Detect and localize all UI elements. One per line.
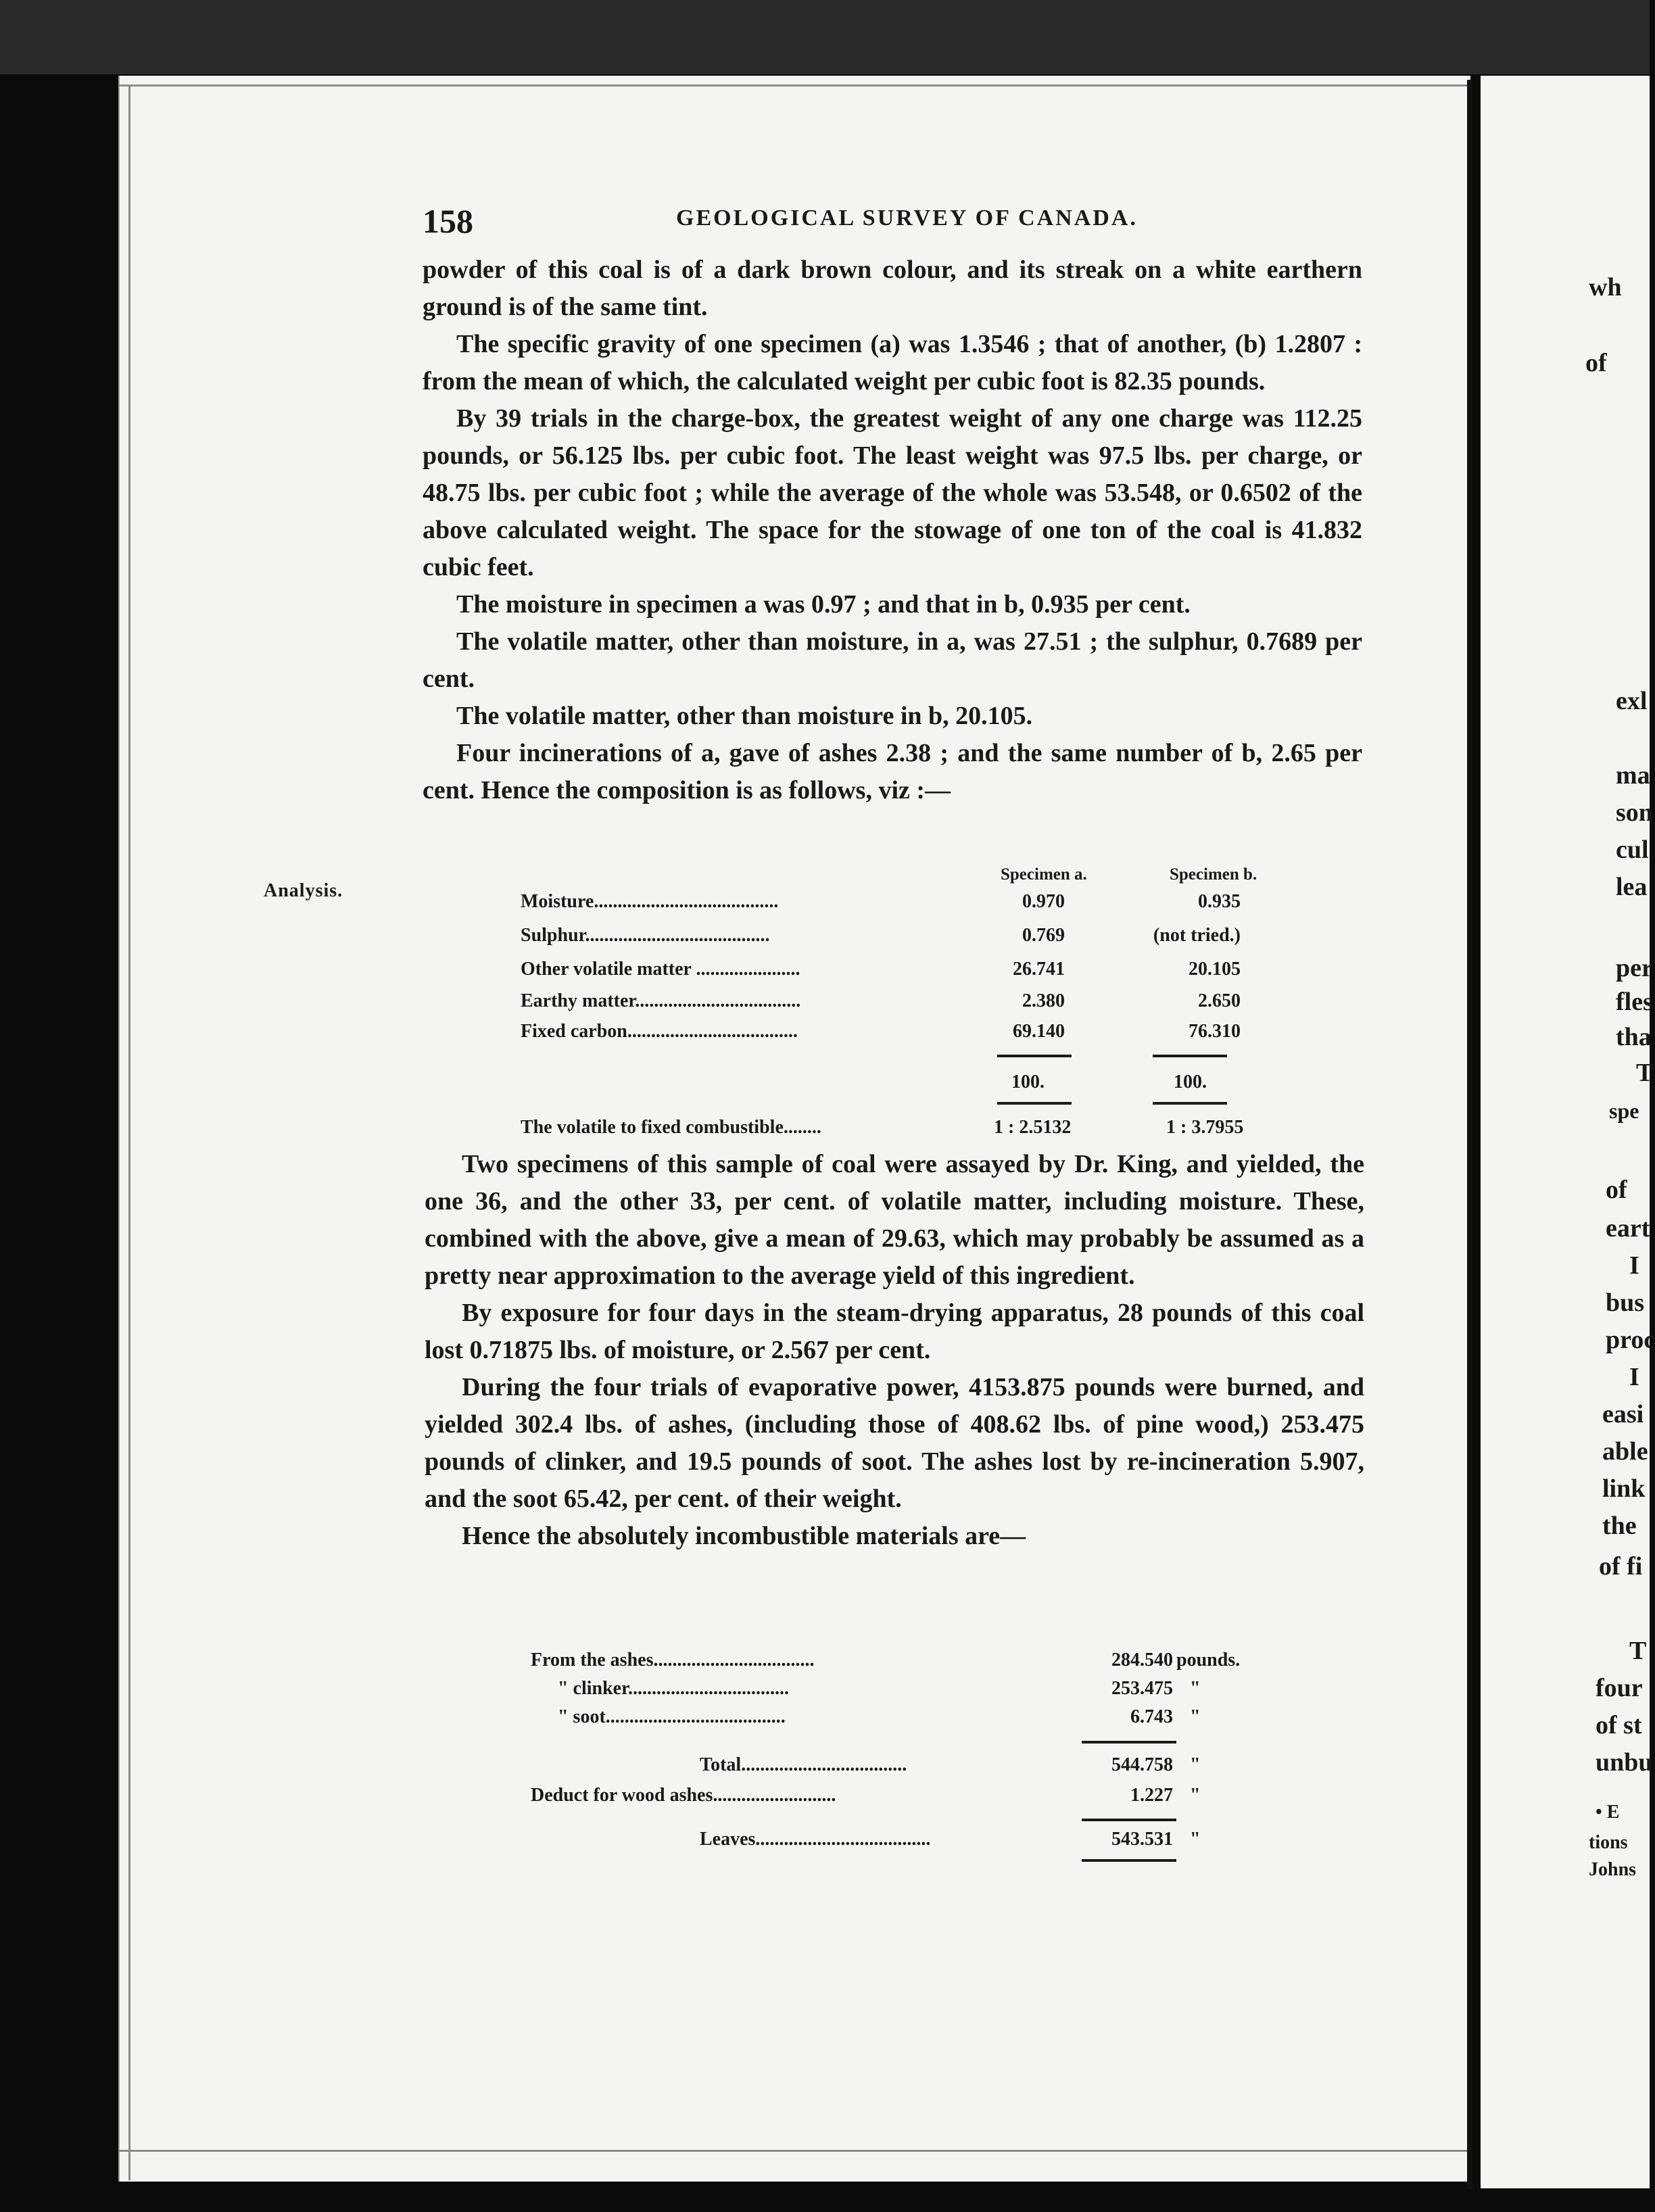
- subtotal-rule: [1082, 1741, 1176, 1744]
- total-value: 544.758: [1111, 1754, 1173, 1775]
- paragraph: The specific gravity of one specimen (a) was 1.3546 ; that of another, (b) 1.2807 : from the mean of which, the calculated weight per cubic foot is 82.35 pounds.: [423, 330, 1362, 395]
- paragraph: The moisture in specimen a was 0.97 ; and that in b, 0.935 per cent.: [456, 590, 1191, 619]
- page-frame-bottom: [118, 2150, 1467, 2152]
- value-specimen-b: 0.935: [1198, 891, 1241, 912]
- right-page-fragment: of st: [1596, 1711, 1642, 1739]
- deduct-label: Deduct for wood ashes..........................: [531, 1785, 836, 1806]
- column-header-specimen-b: Specimen b.: [1170, 865, 1257, 884]
- right-page-fragment: link: [1602, 1474, 1646, 1503]
- page-number: 158: [423, 202, 473, 240]
- paragraph: By exposure for four days in the steam-drying apparatus, 28 pounds of this coal lost 0.71875 lbs. of moisture, or 2.567 per cent.: [425, 1299, 1364, 1364]
- right-page-fragment: easi: [1602, 1400, 1644, 1428]
- table-row: [531, 1678, 1201, 1705]
- row-label: Sulphur.......................................: [521, 925, 770, 946]
- right-page-fragment: T: [1629, 1637, 1647, 1665]
- deduct-row: [531, 1785, 1201, 1812]
- total-specimen-b: 100.: [1174, 1072, 1207, 1092]
- right-page-fragment: tha: [1616, 1023, 1652, 1051]
- value-specimen-b: 20.105: [1189, 959, 1241, 980]
- right-page-fragment: • E: [1596, 1802, 1620, 1823]
- body-text-bottom: [425, 1146, 1364, 1555]
- right-page-fragment: spe: [1609, 1099, 1639, 1123]
- paragraph: During the four trials of evaporative power, 4153.875 pounds were burned, and yielded 302.4 lbs. of ashes, (including those of 408.62 lbs. of pine wood,) 253.475 pounds of clinker, and 19.5 pounds of soot. The ashes lost by re-incineration 5.907, and the soot 65.42, per cent. of their weight.: [425, 1373, 1364, 1513]
- page-gutter: [1467, 80, 1472, 2189]
- value-specimen-b: 76.310: [1189, 1021, 1241, 1042]
- row-value: 284.540: [1111, 1650, 1173, 1670]
- column-header-specimen-a: Specimen a.: [1001, 865, 1087, 884]
- right-page-fragment: of fi: [1599, 1552, 1643, 1581]
- table-row: [531, 1650, 1241, 1677]
- right-page-fragment: of: [1585, 349, 1607, 377]
- row-label: Other volatile matter ......................: [521, 959, 800, 980]
- margin-note-analysis: Analysis.: [264, 880, 343, 901]
- row-value: 6.743: [1130, 1706, 1173, 1727]
- total-rule-a: [997, 1055, 1072, 1057]
- page-frame-top: [118, 85, 1467, 87]
- right-page-fragment: of: [1606, 1176, 1627, 1204]
- total-rule-b: [1153, 1055, 1227, 1057]
- total-row: [531, 1754, 1201, 1781]
- value-specimen-a: 2.380: [1022, 990, 1065, 1011]
- row-unit: pounds.: [1176, 1650, 1241, 1670]
- paragraph: Hence the absolutely incombustible materials are—: [462, 1522, 1026, 1550]
- right-page-fragment: exl: [1616, 687, 1648, 715]
- table-row: [531, 1706, 1201, 1733]
- paragraph: powder of this coal is of a dark brown colour, and its streak on a white earthern ground is of the same tint.: [423, 256, 1362, 321]
- running-title: GEOLOGICAL SURVEY OF CANADA.: [676, 206, 1138, 231]
- total-unit: ": [1190, 1754, 1201, 1775]
- row-label: Moisture.......................................: [521, 891, 779, 912]
- leaves-value: 543.531: [1111, 1829, 1173, 1850]
- right-page-fragment: lea: [1616, 873, 1648, 901]
- page-frame-left: [128, 85, 130, 2180]
- leaves-unit: ": [1190, 1829, 1201, 1850]
- right-page-fragment: eart: [1606, 1214, 1650, 1243]
- value-specimen-b: (not tried.): [1153, 925, 1241, 946]
- ratio-specimen-b: 1 : 3.7955: [1166, 1117, 1244, 1138]
- value-specimen-a: 26.741: [1013, 959, 1065, 980]
- row-label: Earthy matter...................................: [521, 990, 801, 1011]
- leaves-rule: [1082, 1819, 1176, 1821]
- value-specimen-a: 0.769: [1022, 925, 1065, 946]
- deduct-value: 1.227: [1130, 1785, 1173, 1806]
- paragraph: Four incinerations of a, gave of ashes 2.38 ; and the same number of b, 2.65 per cent. Hence the composition is as follows, viz :—: [423, 739, 1362, 804]
- right-page-fragment: tions: [1589, 1832, 1628, 1853]
- right-page-fragment: per: [1616, 954, 1653, 982]
- paragraph: The volatile matter, other than moisture, in a, was 27.51 ; the sulphur, 0.7689 per cent.: [423, 627, 1362, 693]
- paragraph: The volatile matter, other than moisture in b, 20.105.: [456, 702, 1033, 730]
- scan-border-top: [0, 0, 1650, 74]
- total-double-rule-b: [1153, 1102, 1227, 1105]
- right-page-fragment: I: [1629, 1251, 1639, 1280]
- total-double-rule-a: [997, 1102, 1072, 1105]
- total-specimen-a: 100.: [1011, 1072, 1045, 1092]
- leaves-label: Leaves.....................................: [700, 1829, 931, 1850]
- row-value: 253.475: [1111, 1678, 1173, 1699]
- right-page-fragment: able: [1602, 1437, 1648, 1466]
- right-page-fragment: the: [1602, 1512, 1637, 1540]
- right-page-fragment: Johns: [1589, 1859, 1637, 1880]
- right-page-fragment: I: [1629, 1363, 1639, 1391]
- right-page-fragment: wh: [1589, 273, 1622, 302]
- row-label: " soot......................................: [558, 1706, 786, 1727]
- right-page-fragment: proc: [1606, 1326, 1655, 1354]
- right-page-fragment: four: [1596, 1674, 1643, 1702]
- value-specimen-b: 2.650: [1198, 990, 1241, 1011]
- right-page-fragment: son: [1616, 798, 1653, 827]
- right-page-fragment: cul: [1616, 836, 1649, 864]
- body-text-top: [423, 251, 1362, 809]
- right-page-fragment: bus: [1606, 1289, 1645, 1317]
- ratio-label: The volatile to fixed combustible........: [521, 1117, 821, 1138]
- leaves-row: [531, 1829, 1201, 1856]
- row-unit: ": [1190, 1706, 1201, 1727]
- paragraph: By 39 trials in the charge-box, the greatest weight of any one charge was 112.25 pounds, or 56.125 lbs. per cubic foot. The least weight was 97.5 lbs. per charge, or 48.75 lbs. per cubic foot ; while the average of the whole was 53.548, or 0.6502 of the above calculated weight. The space for the stowage of one ton of the coal is 41.832 cubic feet.: [423, 404, 1362, 581]
- leaves-underline: [1082, 1859, 1176, 1862]
- right-page-fragment: T: [1636, 1059, 1654, 1087]
- right-page-fragment: ma: [1616, 761, 1650, 790]
- row-label: Fixed carbon....................................: [521, 1021, 798, 1042]
- right-page-fragment: unbu: [1596, 1748, 1653, 1777]
- row-label: " clinker..................................: [558, 1678, 789, 1699]
- row-label: From the ashes..................................: [531, 1650, 815, 1670]
- row-unit: ": [1190, 1678, 1201, 1699]
- ratio-specimen-a: 1 : 2.5132: [994, 1117, 1072, 1138]
- paragraph: Two specimens of this sample of coal were assayed by Dr. King, and yielded, the one 36, and the other 33, per cent. of volatile matter, including moisture. These, combined with the above, give a mean of 29.63, which may probably be assumed as a pretty near approximation to the average yield of this ingredient.: [425, 1150, 1364, 1290]
- right-page-fragment: fles: [1616, 988, 1653, 1016]
- page-header: [423, 201, 1362, 240]
- deduct-unit: ": [1190, 1785, 1201, 1806]
- value-specimen-a: 0.970: [1022, 891, 1065, 912]
- value-specimen-a: 69.140: [1013, 1021, 1065, 1042]
- total-label: Total...................................: [700, 1754, 907, 1775]
